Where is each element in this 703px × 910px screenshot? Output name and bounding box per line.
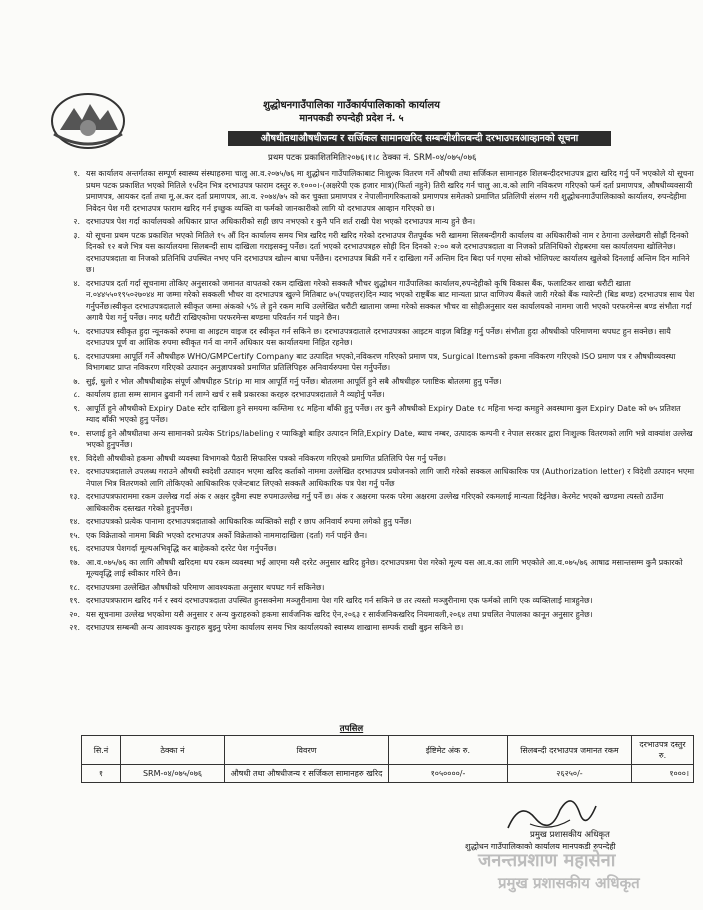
table-cell: औषधी तथा औषधीजन्य र सर्जिकल सामानहरु खरिद [225,765,389,783]
column-header: ठेक्का नं [121,736,225,765]
list-item [36,453,696,465]
list-item [36,278,696,324]
item-text: दरभाउपत्रफाराममा रकम उल्लेख गर्दा अंक र अक्षर दुवैमा स्पष्ट रुपमाउल्लेख गर्नु पर्ने छ। अंक र अक्षरमा फरक परेमा अक्षरमा उल्लेख गरिएको रकमलाई मान्यता दिईनेछ। केरमेट भएको खण्डमा त्यस्तो ठाउँमा आधिकारीक दस्तखत गरेको हुनुपर्नेछ। [86,492,664,513]
item-text: दरभाउपत्र स्वीकृत हुदा न्यूनकको रुपमा वा आइटम वाइज दर स्वीकृत गर्न सकिने छ। दरभाउपत्रदाताले दरभाउपत्रका आइटम वाइज बिडिङ्ग गर्नु पर्नेछ। संभौता हुदा औषधीको परिमाणमा थपघट हुन सक्नेछ। सायै दरभाउपत्र पूर्ण वा आंशिक रुपमा स्वीकृत गर्न वा नगर्ने अधिकार यस कार्यालयमा निहित रहनेछ। [86,326,671,347]
table-cell: १०००। [632,765,694,783]
table-caption: तपसिल [339,724,364,734]
table-cell: १०५००००/- [389,765,508,783]
item-number: ५. [73,326,80,336]
list-item [36,557,696,580]
list-item [36,168,696,214]
item-number: १६. [69,544,80,553]
column-header: सिलबन्दी दरभाउपत्र जमानत रकम [508,736,632,765]
details-table [81,735,694,783]
item-text: यो सूचना प्रथम पटक प्रकाशित भएको मितिले १५ औं दिन कार्यालय समय भित्र खरिद गरी खरिद गरेको दरभाउपत्र रीतपूर्वक भरी खाममा सिलबन्दीगरी कार्यालय वा अधिकारीको नाम र ठेगाना उल्लेखगरी सोह्रौं दिनको दिनको १२ बजे भित्र यस कार्यालयमा सिलबन्दी साथ दाखिला गराइसक्नु पर्नेछ। दर्ता भएको दरभाउपत्रहरु सोही दिन दिनको २:०० बजे दरभाउपत्रदाता वा निजको प्रतिनिधिको रोहबरमा यस कार्यालयमा खोलिनेछ। दरभाउपत्रदाता वा निजको प्रतिनिधि उपस्थित नभए पनि दरभाउपत्र खोल्न बाधा पर्नेछैन। दरभाउपत्र बिक्री गर्ने र दाखिला गर्ने अन्तिम दिन बिदा पर्न गएमा सोको भोलिपल्ट कार्यालय खुलेको दिनलाई अन्तिम दिन मानिने छ। [86,230,690,274]
table-cell: १ [82,765,121,783]
item-text: सप्लाई हुने औषधीतथा अन्य सामानको प्रत्येक Strips/labeling र प्याकिङ्को बाहिर उत्पादन मिति,Expiry Date, ब्याच नम्बर, उत्पादक कम्पनी र नेपाल सरकार द्वारा निःशुल्क वितरणको लागि भन्ने वाक्यांश उल्लेख भएको हुनुपर्नेछ। [86,428,693,449]
item-text: दरभाउपत्रमा आपूर्ति गर्ने औषधीहरु WHO/GMPCertify Company बाट उत्पादित भएको,नविकरण गरिएको प्रमाण पत्र, Surgical Itemsको हकमा नविकरण गरिएको ISO प्रमाण पत्र र औषधीव्यवस्था विभागबाट प्राप्त नविकरण गरिएको उत्पादन अनुज्ञापत्रको प्रमाणित प्रतिलिपिहरु अनिवार्यरुपमा पेस गर्नुपर्नेछ। [86,351,676,372]
notice-title: औषधीतथाऔषधीजन्य र सर्जिकल सामानखरिद सम्बन्धीशीलबन्दी दरभाउपत्रआव्हानको सूचना [228,131,611,146]
item-text: दरभाउपत्र पेश गर्दा कार्यालयको अधिकार प्राप्त अधिकारीको सही छाप नभएको र कुनै पनि शर्त राखी पेश भएको दरभाउपत्र मान्य हुने छैन। [86,217,476,226]
item-number: १३. [69,492,80,501]
item-number: ३. [73,230,80,240]
notice-items [36,168,696,636]
item-number: ९. [73,403,80,413]
office-address: मानपकडी रुपन्देही प्रदेश नं. ५ [299,113,404,124]
item-text: एक विक्रेताको नाममा बिक्री भएको दरभाउपत्र अर्को विक्रेताको नाममादाखिला (दर्ता) गर्न पाईने छैन। [86,530,368,540]
item-text: सुई, धुलो र भोल औषधीबाहेक संपूर्ण औषधीहरु Strip मा मात्र आपूर्ति गर्नु पर्नेछ। बोतलमा आपूर्ति हुने सबै औषधीहरु प्लाष्टिक बोतलमा हुनु पर्नेछ। [86,376,502,386]
item-text: दरभाउपत्रफाराम खरिद गर्न र स्वयं दरभाउपत्रदाता उपस्थित हुनसक्नेमा मञ्जुरीनामा पेश गरि खरिद गर्न सकिने छ तर त्यस्तो मञ्जुरीनामा एक फर्मको लागि एक व्यक्तिलाई मात्रहुनेछ। [86,596,593,605]
item-text: दरभाउपत्र पेशगर्दा मूल्यअभिवृद्धि कर बाहेकको दररेट पेश गर्नुपर्नेछ। [86,544,277,553]
column-header: विवरण [225,736,389,765]
list-item [36,491,696,514]
item-number: १९. [69,596,80,605]
list-item [36,351,696,374]
list-item [36,516,696,528]
item-number: ११. [69,453,80,463]
item-number: १२. [69,467,80,476]
item-number: १७. [69,557,80,567]
item-number: १०. [69,428,80,438]
list-item [36,582,696,594]
item-number: ७. [73,376,80,386]
table-header-row [82,736,694,765]
item-number: २. [73,217,80,226]
list-item [36,326,696,349]
list-item [36,530,696,542]
list-item [36,622,696,634]
item-number: ८. [73,390,80,399]
list-item [36,389,696,401]
list-item [36,216,696,228]
list-item [36,543,696,555]
item-text: विदेशी औषधीको हकमा औषधी व्यवस्था विभागको पैठारी सिफारिस पत्रको नविकरण गरिएको प्रमाणित प्रतिलिपि पेस गर्नु पर्नेछ। [86,453,446,463]
table-cell: SRM-०४/०७५/०७६ [121,765,225,783]
signatory-title: प्रमुख प्रशासकीय अधिकृत [530,830,610,840]
item-text: दरभाउपत्र दर्ता गर्दा सूचनामा तोकिए अनुसारको जमानत वापतको रकम दाखिला गरेको सक्कलै भौचर शुद्धोधन गाउँपालिका कार्यालय,रुपन्देहीको कृषि विकास बैंक, फलाटिकर शाखा धरौटी खाता न.०४४५५०१९५०२७०४४ मा जम्मा गरेको सक्कली भौचर वा दरभाउपत्र खुल्ने मितिबाट ७५(पचहत्तर)दिन म्याद भएको राष्ट्रबैंक बाट मान्यता प्राप्त वाणिज्य बैंकले जारी गरेको बैंक ग्यारेन्टी (बिड बण्ड) दरभाउपत्र साथ पेश गर्नुपर्नेछ।स्वीकृत दरभाउपत्रदाताले स्वीकृत जम्मा अंकको ५% ले हुने रकम माथि उल्लेखित धरौटी खातामा जम्मा गरेको सक्कल भौचर वा सोहीअनुसार यस कार्यालयको नाममा जारी भएको परफरमेन्स बण्ड संभौता गर्दा अगावै पेश गर्नु पर्नेछ। नगद धरौटी राखिएकोमा परफरमेन्स बण्डमा परिवर्तन गर्न पाइने छैन। [86,278,695,322]
publication-info: प्रथम पटक प्रकाशितमितिः२०७६।१।८ ठेक्का नं. SRM-०४/०७५/०७६ [268,153,477,163]
item-text: आपूर्ति हुने औषधीको Expiry Date स्टोर दाखिला हुने समयमा कम्तिमा १८ महिना बाँकी हुनु पर्नेछ। तर कुनै औषधीको Expiry Date १८ महिना भन्दा कमहुने अवस्थामा कुल Expiry Date को ७५ प्रतिशत म्याद बाँकी भएको हुनु पर्नेछ। [86,403,681,424]
item-number: ४. [73,278,80,288]
item-text: दरभाउपत्रमा उल्लेखित औषधीको परिमाण आवश्यकता अनुसार थपघट गर्न सकिनेछ। [86,582,325,592]
item-text: दरभाउपत्रदाताले उपलब्ध गराउने औषधी स्वदेशी उत्पादन भएमा खरिद कर्ताको नाममा उल्लेखित दरभाउपत्र प्रयोजनको लागि जारी गरेको सक्कल आधिकारिक पत्र (Authorization letter) र विदेशी उत्पादन भएमा नेपाल भित्र वितरणको लागि तोकिएको आधिकारिक एजेन्टबाट लिएको सक्कलै आधिकारिक पत्र पेश गर्नु पर्नेछ [86,467,695,488]
stamp-name: जनन्तप्रशाण महासेना [478,850,616,871]
item-text: दरभाउपत्र सम्बन्धी अन्य आवश्यक कुराहरु बुझ्नु परेमा कार्यालय समय भित्र कार्यालयको स्वास्थ्य शाखामा सम्पर्क राखी बुझ्न सकिने छ। [86,623,464,632]
item-number: १. [73,169,80,178]
table-cell: २६२५०/- [508,765,632,783]
item-number: २०. [69,609,80,619]
list-item [36,595,696,607]
table-row [82,765,694,783]
column-header: दरभाउपत्र दस्तुर रु. [632,736,694,765]
item-number: १८. [69,582,80,592]
list-item [36,403,696,426]
item-text: कार्यालय हाता सम्म सामान ढुवानी गर्न लाग्ने खर्च र सबै प्रकारका करहरु दरभाउपत्रदाताले नै व्यहोर्नु पर्नेछ। [86,390,385,399]
office-name: शुद्धोधनगाउँपालिका गाउँकार्यपालिकाको कार्यालय [263,100,440,111]
item-text: यस सूचनामा उल्लेख भएकोमा यसै अनुसार र अन्य कुराहरुको हकमा सार्वजनिक खरिद ऐन,२०६३ र सार्वजनिकखरिद नियमावली,२०६४ तथा प्रचलित नेपालका कानून अनुसार हुनेछ। [86,609,593,619]
list-item [36,376,696,388]
signatory-office: शुद्धोधन गाउँपालिकाको कार्यालय मानपकडी रुपन्देही [465,842,616,851]
item-text: दरभाउपत्रको प्रत्येक पानामा दरभाउपत्रदाताको आधिकारिक व्यक्तिको सही र छाप अनिवार्य रुपमा लगेको हुनु पर्नेछ। [86,517,412,526]
list-item [36,428,696,451]
item-number: २१. [69,623,80,632]
item-text: आ.व.०७५/७६ का लागि औषधी खरिदमा थप रकम व्यवस्था भई आएमा यसै दररेट अनुसार खरिद हुनेछ। दरभाउपत्रमा पेश गरेको मूल्य यस आ.व.का लागि भएकोले आ.व.०७५/७६ आषाढ मसान्तसम्म कुनै प्रकारको मूल्यवृद्धि लाई स्वीकार गरिने छैन। [86,557,683,578]
list-item [36,230,696,276]
list-item [36,609,696,621]
stamp-title: प्रमुख प्रशासकीय अधिकृत [498,874,640,892]
item-number: १५. [69,530,80,540]
column-header: सि.नं [82,736,121,765]
column-header: ईष्टिमेट अंक रु. [389,736,508,765]
item-text: यस कार्यालय अन्तर्गतका सम्पूर्ण स्वास्थ्य संस्थाहरुमा चालु आ.व.२०७५/७६ मा शुद्धोधन गाउँपालिकाबाट निःशुल्क वितरण गर्ने औषधी तथा सर्जिकल सामानहरु शिलबन्दीदरभाउपत्र द्वारा खरिद गर्नु पर्ने भएकोले यो सूचना प्रथम पटक प्रकाशित भएको मितिले १५दिन भित्र दरभाउपत्र फाराम दस्तुर रु.१०००।-(अक्षरेपी एक हजार मात्र)(फिर्ता नहुने) तिरी खरिद गर्न चालु आ.व.को लागि नविकरण गरिएको फर्म दर्ता प्रमाणपत्र, औषधीव्यवसायी प्रमाणपत्र, आयकर दर्ता तथा मू.अ.कर दर्ता प्रमाणपत्र, आ.व. २०७४/७५ को कर चुक्ता प्रमाणपत्र र नेपालीनागरिकताको प्रमाणपत्र समेतको प्रमाणित प्रतिलिपी संलग्न गरी शुद्धोधनगाउँपालिकाको कार्यालय, रुपन्देहीमा निवेदन पेश गरी दरभाउपत्र फाराम खरिद गर्न इच्छुक व्यक्ति वा फर्मको जानकारीको लागि यो दरभाउपत्र आव्हान गरिएको छ। [86,169,694,213]
list-item [36,466,696,489]
item-number: १४. [69,517,80,526]
item-number: ६. [73,351,80,361]
